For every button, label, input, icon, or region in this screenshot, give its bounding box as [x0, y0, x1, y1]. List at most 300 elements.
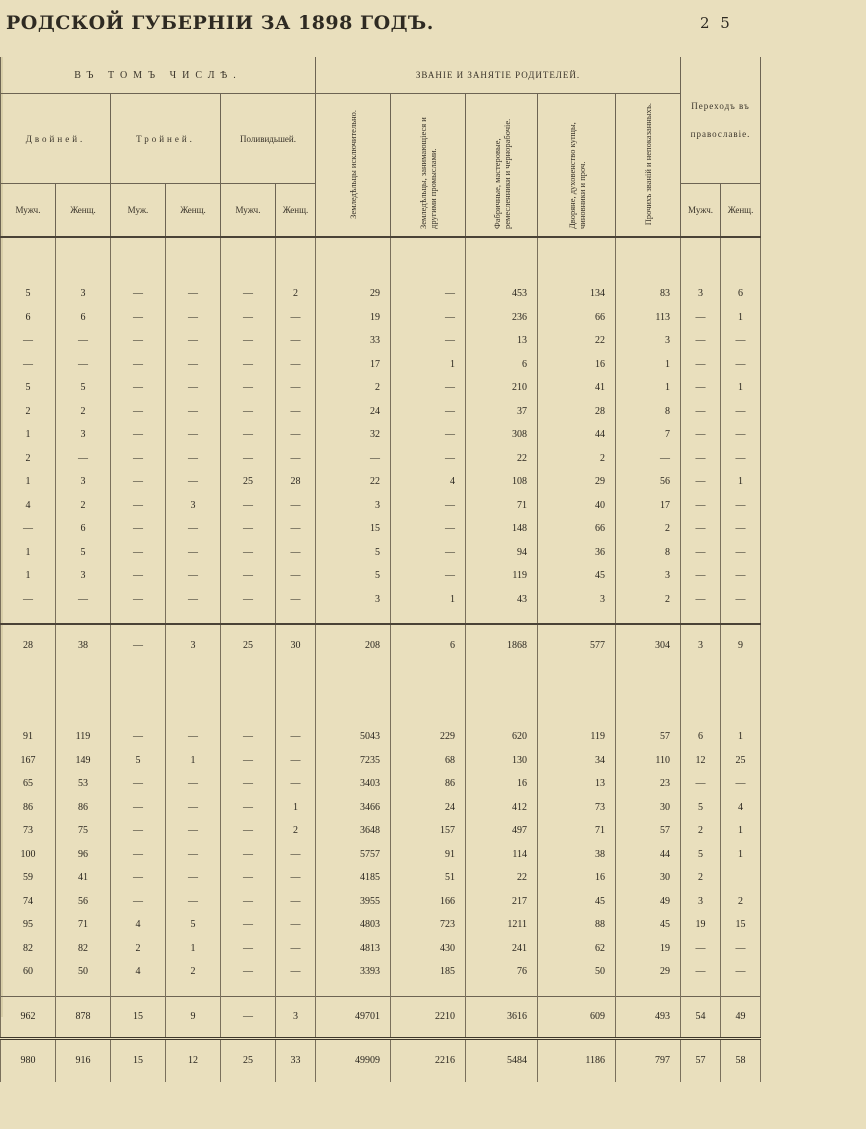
- table-cell: 1: [1, 470, 56, 494]
- table-cell: 73: [1, 819, 56, 843]
- table-cell: —: [681, 306, 721, 330]
- table-cell: —: [111, 282, 166, 306]
- table-cell: 28: [1, 624, 56, 665]
- table-cell: 1: [391, 588, 466, 612]
- header-twins: Двойней.: [1, 94, 111, 184]
- table-cell: 3466: [316, 796, 391, 820]
- table-cell: —: [391, 282, 466, 306]
- table-cell: 74: [1, 890, 56, 914]
- table-cell: 2: [1, 447, 56, 471]
- table-cell: —: [111, 306, 166, 330]
- spacer-row: [1, 665, 761, 725]
- table-cell: —: [276, 376, 316, 400]
- table-cell: 71: [56, 913, 111, 937]
- table-cell: 217: [466, 890, 538, 914]
- spacer-row: [1, 984, 761, 997]
- header-conversion: Переходъ въ православіе.: [681, 57, 761, 184]
- table-cell: 76: [466, 960, 538, 984]
- table-row: [1, 796, 761, 820]
- table-cell: —: [111, 866, 166, 890]
- table-cell: 4: [1, 494, 56, 518]
- spacer-cell: [1, 984, 56, 997]
- spacer-cell: [56, 984, 111, 997]
- spacer-cell: [681, 260, 721, 282]
- table-cell: 1: [721, 306, 761, 330]
- table-cell: 3: [166, 494, 221, 518]
- table-row: [1, 960, 761, 984]
- spacer-cell: [391, 665, 466, 725]
- table-cell: —: [221, 541, 276, 565]
- table-cell: —: [111, 772, 166, 796]
- table-cell: 5: [56, 376, 111, 400]
- table-cell: —: [111, 624, 166, 665]
- table-cell: —: [166, 400, 221, 424]
- table-cell: 3: [681, 282, 721, 306]
- table-cell: —: [221, 937, 276, 961]
- table-cell: —: [316, 447, 391, 471]
- table-cell: 96: [56, 843, 111, 867]
- table-cell: —: [681, 470, 721, 494]
- table-cell: 878: [56, 996, 111, 1038]
- spacer-row: [1, 237, 761, 260]
- table-cell: —: [221, 353, 276, 377]
- table-cell: —: [276, 423, 316, 447]
- table-cell: —: [221, 796, 276, 820]
- table-cell: 2: [721, 890, 761, 914]
- table-cell: 1186: [538, 1038, 616, 1082]
- table-cell: —: [681, 353, 721, 377]
- table-cell: 2: [681, 819, 721, 843]
- table-cell: 3616: [466, 996, 538, 1038]
- table-cell: 3: [56, 470, 111, 494]
- table-cell: 29: [538, 470, 616, 494]
- table-cell: —: [166, 541, 221, 565]
- table-cell: 1: [166, 749, 221, 773]
- spacer-cell: [538, 237, 616, 260]
- table-cell: 5: [316, 564, 391, 588]
- spacer-cell: [538, 665, 616, 725]
- table-cell: 25: [221, 470, 276, 494]
- table-cell: 28: [276, 470, 316, 494]
- header-twins-male: Мужч.: [1, 184, 56, 237]
- table-cell: 22: [466, 447, 538, 471]
- table-cell: 241: [466, 937, 538, 961]
- table-cell: —: [221, 494, 276, 518]
- table-cell: 86: [1, 796, 56, 820]
- table-cell: —: [221, 400, 276, 424]
- table-cell: 412: [466, 796, 538, 820]
- table-cell: —: [276, 913, 316, 937]
- table-cell: 71: [466, 494, 538, 518]
- spacer-cell: [56, 611, 111, 624]
- table-cell: 185: [391, 960, 466, 984]
- table-cell: 1: [721, 843, 761, 867]
- table-cell: —: [391, 306, 466, 330]
- table-cell: —: [111, 564, 166, 588]
- table-cell: 30: [616, 796, 681, 820]
- spacer-cell: [721, 984, 761, 997]
- table-cell: 41: [538, 376, 616, 400]
- table-cell: 94: [466, 541, 538, 565]
- header-triplets-male: Муж.: [111, 184, 166, 237]
- table-cell: 2: [276, 819, 316, 843]
- table-cell: —: [111, 376, 166, 400]
- table-cell: 58: [721, 1038, 761, 1082]
- spacer-cell: [1, 665, 56, 725]
- spacer-cell: [721, 665, 761, 725]
- table-cell: 2: [616, 588, 681, 612]
- table-cell: —: [721, 564, 761, 588]
- header-other: [616, 94, 681, 238]
- table-cell: —: [111, 890, 166, 914]
- table-cell: 44: [538, 423, 616, 447]
- table-cell: —: [221, 282, 276, 306]
- table-cell: —: [1, 329, 56, 353]
- table-cell: 210: [466, 376, 538, 400]
- table-cell: —: [166, 376, 221, 400]
- table-cell: 5: [316, 541, 391, 565]
- table-cell: 49701: [316, 996, 391, 1038]
- table-cell: 609: [538, 996, 616, 1038]
- header-factory-label: Фабричные, мастеровые, ремесленники и чернорабочіе.: [491, 118, 512, 229]
- table-cell: 60: [1, 960, 56, 984]
- table-cell: 34: [538, 749, 616, 773]
- table-cell: —: [616, 447, 681, 471]
- table-cell: 82: [56, 937, 111, 961]
- subtotal-row: [1, 624, 761, 665]
- table-cell: 577: [538, 624, 616, 665]
- table-cell: 149: [56, 749, 111, 773]
- table-cell: —: [276, 960, 316, 984]
- table-cell: 25: [721, 749, 761, 773]
- spacer-cell: [276, 260, 316, 282]
- table-cell: 73: [538, 796, 616, 820]
- table-cell: —: [721, 937, 761, 961]
- spacer-cell: [56, 260, 111, 282]
- spacer-cell: [616, 665, 681, 725]
- table-cell: —: [721, 960, 761, 984]
- table-cell: —: [56, 353, 111, 377]
- spacer-cell: [316, 260, 391, 282]
- table-cell: 134: [538, 282, 616, 306]
- table-cell: 16: [538, 353, 616, 377]
- table-row: [1, 517, 761, 541]
- table-cell: —: [681, 517, 721, 541]
- table-cell: 148: [466, 517, 538, 541]
- table-cell: —: [166, 588, 221, 612]
- spacer-cell: [221, 984, 276, 997]
- statistics-table-container: [0, 57, 760, 1082]
- table-cell: 2: [538, 447, 616, 471]
- table-cell: 49: [616, 890, 681, 914]
- table-cell: —: [276, 329, 316, 353]
- table-cell: 493: [616, 996, 681, 1038]
- table-cell: 3: [616, 329, 681, 353]
- table-cell: —: [221, 843, 276, 867]
- table-cell: —: [276, 588, 316, 612]
- header-triplets-female: Женщ.: [166, 184, 221, 237]
- table-cell: —: [391, 564, 466, 588]
- spacer-cell: [111, 984, 166, 997]
- table-cell: —: [166, 306, 221, 330]
- page-header: [0, 0, 866, 40]
- table-cell: —: [721, 329, 761, 353]
- table-cell: 4185: [316, 866, 391, 890]
- table-row: [1, 843, 761, 867]
- table-cell: 110: [616, 749, 681, 773]
- table-cell: 723: [391, 913, 466, 937]
- spacer-cell: [276, 984, 316, 997]
- table-cell: 86: [56, 796, 111, 820]
- spacer-cell: [681, 237, 721, 260]
- spacer-cell: [391, 984, 466, 997]
- table-row: [1, 819, 761, 843]
- table-cell: —: [166, 796, 221, 820]
- table-cell: —: [221, 517, 276, 541]
- table-cell: 56: [56, 890, 111, 914]
- table-cell: 30: [616, 866, 681, 890]
- table-row: [1, 913, 761, 937]
- table-cell: 38: [538, 843, 616, 867]
- table-cell: —: [111, 843, 166, 867]
- table-cell: 1: [721, 376, 761, 400]
- table-cell: —: [681, 423, 721, 447]
- table-row: [1, 376, 761, 400]
- table-cell: —: [111, 447, 166, 471]
- header-multiple-male: Мужч.: [221, 184, 276, 237]
- table-cell: 1: [1, 423, 56, 447]
- subtotal-row: [1, 996, 761, 1038]
- table-cell: 5: [1, 282, 56, 306]
- table-cell: 6: [466, 353, 538, 377]
- table-cell: 236: [466, 306, 538, 330]
- header-farmers-label: Земледѣльцы исключительно.: [348, 109, 359, 219]
- table-cell: —: [111, 400, 166, 424]
- spacer-cell: [56, 665, 111, 725]
- table-cell: 37: [466, 400, 538, 424]
- table-row: [1, 866, 761, 890]
- table-cell: 2: [681, 866, 721, 890]
- table-cell: 15: [721, 913, 761, 937]
- table-cell: 1: [391, 353, 466, 377]
- table-cell: 1: [1, 541, 56, 565]
- table-cell: 797: [616, 1038, 681, 1082]
- spacer-cell: [721, 260, 761, 282]
- table-cell: 57: [616, 725, 681, 749]
- table-cell: 4: [391, 470, 466, 494]
- table-cell: 25: [221, 1038, 276, 1082]
- table-cell: —: [391, 517, 466, 541]
- table-cell: 6: [56, 306, 111, 330]
- table-cell: —: [276, 725, 316, 749]
- table-cell: —: [111, 517, 166, 541]
- table-row: [1, 423, 761, 447]
- table-cell: —: [166, 447, 221, 471]
- table-row: [1, 282, 761, 306]
- table-cell: —: [166, 819, 221, 843]
- table-cell: 3: [681, 624, 721, 665]
- table-cell: 56: [616, 470, 681, 494]
- table-cell: —: [221, 866, 276, 890]
- table-cell: —: [681, 588, 721, 612]
- table-cell: —: [111, 423, 166, 447]
- table-cell: 29: [616, 960, 681, 984]
- table-row: [1, 725, 761, 749]
- header-nobility-label: Дворяне, духовенство купцы, чиновники и проч.: [566, 122, 587, 229]
- table-cell: 65: [1, 772, 56, 796]
- table-cell: 2: [1, 400, 56, 424]
- table-cell: 5757: [316, 843, 391, 867]
- table-cell: —: [681, 564, 721, 588]
- table-cell: 100: [1, 843, 56, 867]
- table-cell: 3393: [316, 960, 391, 984]
- spacer-cell: [538, 984, 616, 997]
- table-cell: 30: [276, 624, 316, 665]
- table-cell: 6: [721, 282, 761, 306]
- table-cell: —: [721, 423, 761, 447]
- spacer-cell: [221, 237, 276, 260]
- header-other-label: Прочихъ званій и непоказанныхъ.: [643, 102, 654, 226]
- table-cell: 2: [616, 517, 681, 541]
- table-cell: —: [56, 447, 111, 471]
- table-cell: 45: [538, 564, 616, 588]
- table-cell: —: [111, 541, 166, 565]
- table-cell: —: [276, 353, 316, 377]
- table-cell: —: [166, 353, 221, 377]
- table-cell: 916: [56, 1038, 111, 1082]
- table-cell: —: [276, 447, 316, 471]
- spacer-cell: [1, 237, 56, 260]
- header-conv-male: Мужч.: [681, 184, 721, 237]
- table-cell: 3403: [316, 772, 391, 796]
- table-cell: —: [391, 400, 466, 424]
- table-cell: 3: [316, 588, 391, 612]
- table-cell: 54: [681, 996, 721, 1038]
- table-cell: —: [111, 725, 166, 749]
- table-header: [1, 57, 761, 237]
- table-cell: 1: [616, 353, 681, 377]
- table-cell: 3: [166, 624, 221, 665]
- table-cell: 962: [1, 996, 56, 1038]
- table-cell: 5: [166, 913, 221, 937]
- table-cell: 45: [616, 913, 681, 937]
- spacer-cell: [56, 237, 111, 260]
- spacer-cell: [616, 237, 681, 260]
- spacer-cell: [466, 665, 538, 725]
- table-cell: 33: [276, 1038, 316, 1082]
- table-row: [1, 329, 761, 353]
- table-cell: —: [391, 541, 466, 565]
- table-cell: —: [221, 890, 276, 914]
- table-cell: 2: [276, 282, 316, 306]
- table-cell: —: [276, 400, 316, 424]
- table-cell: —: [166, 843, 221, 867]
- header-farmers-trades-label: Земледѣльцы, занимающіеся и другими промыслами.: [418, 117, 439, 229]
- table-cell: —: [166, 772, 221, 796]
- table-cell: —: [391, 376, 466, 400]
- table-cell: 130: [466, 749, 538, 773]
- table-cell: —: [166, 866, 221, 890]
- table-cell: 19: [681, 913, 721, 937]
- table-cell: 4: [111, 913, 166, 937]
- table-cell: 40: [538, 494, 616, 518]
- table-cell: 49909: [316, 1038, 391, 1082]
- header-nobility: [538, 94, 616, 238]
- table-cell: —: [721, 400, 761, 424]
- spacer-cell: [316, 237, 391, 260]
- table-cell: 15: [111, 1038, 166, 1082]
- spacer-cell: [221, 611, 276, 624]
- table-cell: 23: [616, 772, 681, 796]
- table-cell: —: [166, 329, 221, 353]
- table-cell: 2: [316, 376, 391, 400]
- spacer-cell: [166, 611, 221, 624]
- table-row: [1, 447, 761, 471]
- table-cell: 1: [721, 819, 761, 843]
- table-cell: —: [111, 470, 166, 494]
- table-cell: —: [721, 447, 761, 471]
- spacer-cell: [721, 611, 761, 624]
- table-cell: 28: [538, 400, 616, 424]
- table-cell: 430: [391, 937, 466, 961]
- spacer-cell: [681, 611, 721, 624]
- table-cell: —: [221, 588, 276, 612]
- table-row: [1, 353, 761, 377]
- table-cell: 68: [391, 749, 466, 773]
- spacer-cell: [166, 665, 221, 725]
- table-cell: —: [276, 866, 316, 890]
- spacer-cell: [316, 665, 391, 725]
- table-cell: 6: [56, 517, 111, 541]
- table-cell: 24: [316, 400, 391, 424]
- table-cell: 119: [56, 725, 111, 749]
- table-cell: 32: [316, 423, 391, 447]
- table-cell: 3: [681, 890, 721, 914]
- table-cell: —: [681, 541, 721, 565]
- table-cell: 41: [56, 866, 111, 890]
- spacer-cell: [166, 260, 221, 282]
- spacer-cell: [391, 260, 466, 282]
- table-cell: 29: [316, 282, 391, 306]
- table-cell: 16: [466, 772, 538, 796]
- table-cell: 3: [56, 423, 111, 447]
- spacer-cell: [391, 237, 466, 260]
- table-cell: —: [166, 470, 221, 494]
- table-cell: 157: [391, 819, 466, 843]
- table-cell: 88: [538, 913, 616, 937]
- statistics-table: [0, 57, 761, 1082]
- spacer-cell: [538, 260, 616, 282]
- table-cell: 3: [538, 588, 616, 612]
- table-cell: 50: [56, 960, 111, 984]
- spacer-row: [1, 611, 761, 624]
- table-cell: 5: [681, 796, 721, 820]
- table-cell: —: [166, 517, 221, 541]
- table-cell: —: [111, 353, 166, 377]
- table-cell: —: [56, 329, 111, 353]
- table-cell: 3648: [316, 819, 391, 843]
- table-cell: 59: [1, 866, 56, 890]
- header-multiple: Поливидьшей.: [221, 94, 316, 184]
- table-cell: 4: [721, 796, 761, 820]
- spacer-cell: [111, 237, 166, 260]
- spacer-cell: [681, 665, 721, 725]
- table-cell: 3: [316, 494, 391, 518]
- table-cell: —: [276, 772, 316, 796]
- table-cell: —: [166, 725, 221, 749]
- table-cell: —: [221, 749, 276, 773]
- table-cell: 980: [1, 1038, 56, 1082]
